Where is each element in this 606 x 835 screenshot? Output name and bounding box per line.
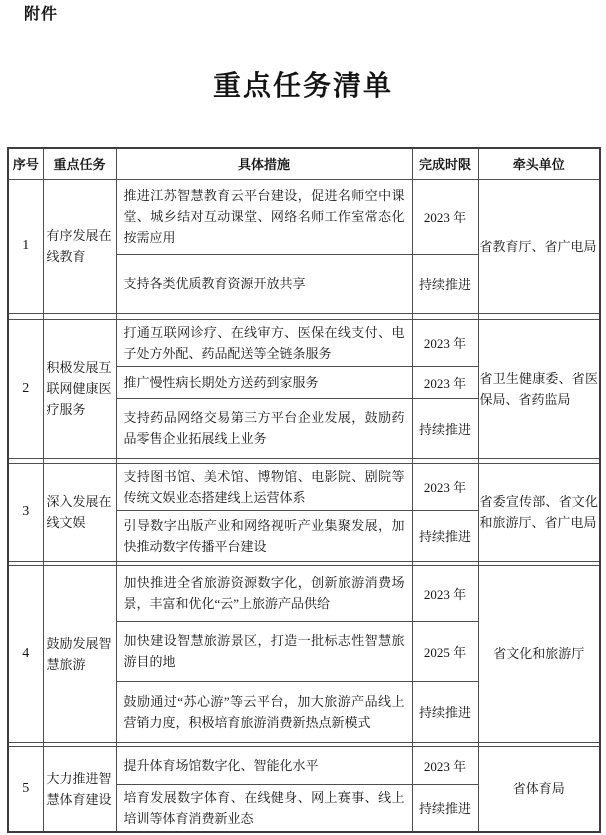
measure-cell: 鼓励通过“苏心游”等云平台，加大旅游产品线上营销力度，积极培育旅游消费新热点新模式	[116, 681, 412, 742]
section-number: 2	[8, 319, 43, 458]
col-header-deadline: 完成时限	[412, 148, 478, 179]
deadline-cell: 2025 年	[412, 621, 478, 681]
task-section-5	[8, 746, 600, 832]
col-header-serial: 序号	[8, 148, 43, 179]
lead-org-cell: 省教育厅、省广电局	[478, 179, 600, 313]
deadline-cell: 2023 年	[412, 319, 478, 366]
section-number: 4	[8, 565, 43, 742]
deadline-cell: 持续推进	[412, 254, 478, 313]
attachment-label: 附件	[24, 6, 59, 23]
lead-org-cell: 省卫生健康委、省医保局、省药监局	[478, 319, 600, 458]
section-number: 1	[8, 179, 43, 313]
task-section-2	[8, 319, 600, 458]
deadline-cell: 2023 年	[412, 746, 478, 784]
deadline-cell: 持续推进	[412, 398, 478, 458]
measure-cell: 提升体育场馆数字化、智能化水平	[116, 746, 412, 784]
col-header-leadorg: 牵头单位	[478, 148, 600, 179]
deadline-cell: 2023 年	[412, 565, 478, 621]
deadline-cell: 持续推进	[412, 681, 478, 742]
key-task-table	[7, 147, 601, 833]
lead-org-cell: 省委宣传部、省文化和旅游厅、省广电局	[478, 463, 600, 561]
measure-cell: 推广慢性病长期处方送药到家服务	[116, 366, 412, 398]
deadline-cell: 持续推进	[412, 784, 478, 832]
measure-cell: 引导数字出版产业和网络视听产业集聚发展，加快推动数字传播平台建设	[116, 510, 412, 561]
measure-cell: 培育发展数字体育、在线健身、网上赛事、线上培训等体育消费新业态	[116, 784, 412, 832]
deadline-cell: 2023 年	[412, 179, 478, 254]
deadline-cell: 持续推进	[412, 510, 478, 561]
table-header-row	[8, 148, 600, 179]
measure-cell: 支持图书馆、美术馆、博物馆、电影院、剧院等传统文娱业态搭建线上运营体系	[116, 463, 412, 510]
page-title: 重点任务清单	[212, 71, 393, 102]
task-name-cell: 鼓励发展智慧旅游	[43, 565, 116, 742]
section-number: 5	[8, 746, 43, 832]
col-header-measure: 具体措施	[116, 148, 412, 179]
lead-org-cell: 省体育局	[478, 746, 600, 832]
deadline-cell: 2023 年	[412, 366, 478, 398]
measure-cell: 加快建设智慧旅游景区，打造一批标志性智慧旅游目的地	[116, 621, 412, 681]
task-name-cell: 有序发展在线教育	[43, 179, 116, 313]
deadline-cell: 2023 年	[412, 463, 478, 510]
measure-cell: 支持各类优质教育资源开放共享	[116, 254, 412, 313]
task-section-4	[8, 565, 600, 742]
measure-cell: 支持药品网络交易第三方平台企业发展，鼓励药品零售企业拓展线上业务	[116, 398, 412, 458]
section-number: 3	[8, 463, 43, 561]
measure-cell: 打通互联网诊疗、在线审方、医保在线支付、电子处方外配、药品配送等全链条服务	[116, 319, 412, 366]
measure-cell: 推进江苏智慧教育云平台建设，促进名师空中课堂、城乡结对互动课堂、网络名师工作室常态化按需应用	[116, 179, 412, 254]
col-header-task: 重点任务	[43, 148, 116, 179]
task-name-cell: 大力推进智慧体育建设	[43, 746, 116, 832]
lead-org-cell: 省文化和旅游厅	[478, 565, 600, 742]
task-section-3	[8, 463, 600, 561]
task-name-cell: 深入发展在线文娱	[43, 463, 116, 561]
task-section-1	[8, 179, 600, 313]
measure-cell: 加快推进全省旅游资源数字化，创新旅游消费场景，丰富和优化“云”上旅游产品供给	[116, 565, 412, 621]
task-name-cell: 积极发展互联网健康医疗服务	[43, 319, 116, 458]
